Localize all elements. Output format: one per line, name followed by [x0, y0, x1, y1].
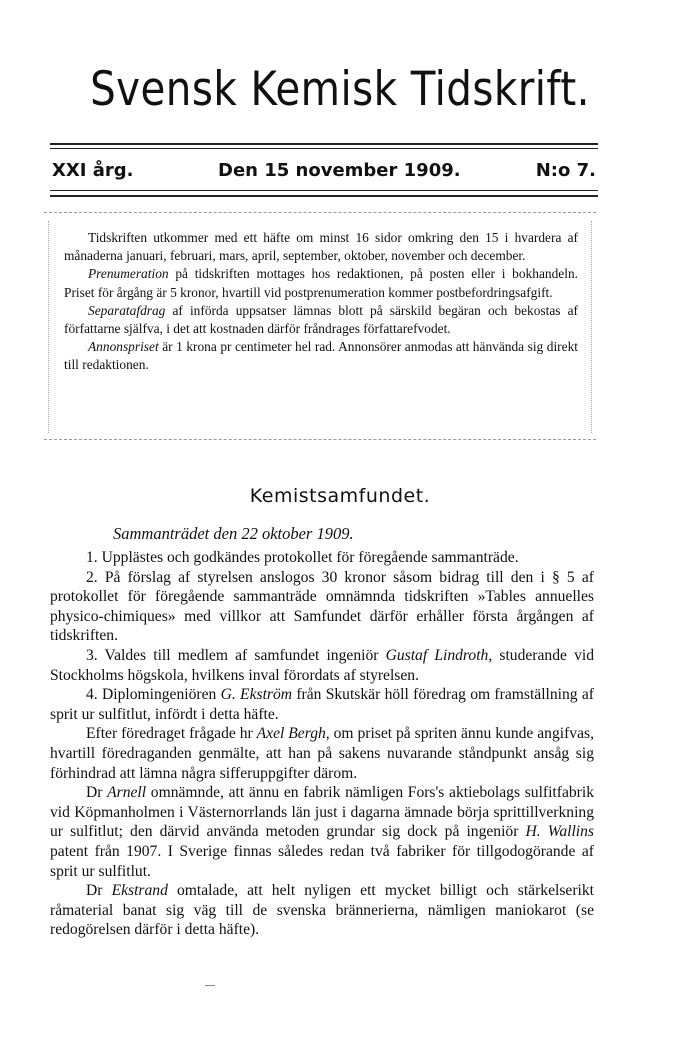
- header-rule-top: [50, 143, 598, 145]
- issue-date: Den 15 november 1909.: [218, 160, 461, 181]
- notice-paragraph-publication: Tidskriften utkommer med ett häfte om minst 16 sidor omkring den 15 i hvardera af månaderna januari, februari, mars, april, september, oktober, november och december.: [64, 230, 578, 264]
- minutes-item: 4. Diplomingeniören G. Ekström från Skutskär höll föredrag om framställning af sprit ur sulfitlut, infördt i detta häfte.: [50, 686, 594, 723]
- notice-paragraph-subscription: Prenumeration på tidskriften mottages hos redaktionen, på posten eller i bokhandeln. Priset för årgång är 5 kronor, hvartill vid postprenumeration kommer postbefordringsafgift.: [64, 266, 578, 300]
- print-speck: [205, 985, 215, 986]
- minutes-item: 3. Valdes till medlem af samfundet ingeniör Gustaf Lindroth, studerande vid Stockholms högskola, hvilkens inval förordats af styrelsen.: [50, 646, 595, 684]
- subscription-notice: [44, 212, 596, 440]
- header-rule-top-thin: [50, 148, 598, 149]
- notice-paragraph-offprints: Separatafdrag af införda uppsatser lämnas blott på särskild begäran och bekostas af författarne själfva, i det att kostnaden därför fråndrages författarefvodet.: [64, 302, 578, 337]
- meeting-heading: Sammanträdet den 22 oktober 1909.: [113, 524, 354, 543]
- notice-paragraph-ads: Annonspriset är 1 krona pr centimeter hel rad. Annonsörer anmodas att hänvända sig direkt till redaktionen.: [64, 339, 578, 373]
- notice-text: [64, 229, 578, 375]
- masthead-title: Svensk Kemisk Tidskrift.: [90, 62, 590, 117]
- header-rule-bottom: [50, 190, 598, 191]
- minutes-item: Dr Ekstrand omtalade, att helt nyligen ett mycket billigt och stärkelserikt råmaterial banat sig väg till de svenska brännerierna, nämligen maniokarot (se redogörelsen därför i detta häfte).: [50, 882, 594, 939]
- issue-line: [50, 160, 598, 188]
- minutes-item: 2. På förslag af styrelsen anslogos 30 kronor såsom bidrag till den i § 5 af protokollet för föregående sammanträde omnämnda tidskriften »Tables annuelles physico-chimiques» med villkor att Samfundet därför erhåller första årgången af tidskriften.: [50, 568, 594, 645]
- minutes-item: Dr Arnell omnämnde, att ännu en fabrik nämligen Fors's aktiebolags sulfitfabrik vid Köpmanholmen i Västernorrlands län just i dagarna ämnade börja sprittillverkning ur sulfitlut; den därvid använda metoden grundar sig dock på ingeniör H. Wallins patent från 1907. I Sverige finnas således redan två fabriker för tillgodogörande af sprit ur sulfitlut.: [50, 784, 594, 880]
- minutes-item: Efter föredraget frågade hr Axel Bergh, om priset på spriten ännu kunde angifvas, hvartill föredraganden genmälte, att han på sakens nuvarande ståndpunkt ansåg sig förhindrad att lämna några sifferuppgifter därom.: [50, 725, 594, 782]
- article-title: Kemistsamfundet.: [249, 485, 431, 507]
- header-rule-bottom-thick: [50, 195, 598, 197]
- notice-border-right: [591, 221, 592, 433]
- article-body: [50, 548, 594, 940]
- notice-border-left: [48, 221, 49, 433]
- issue-volume: XXI årg.: [52, 160, 134, 181]
- minutes-item: 1. Upplästes och godkändes protokollet för föregående sammanträde.: [86, 549, 519, 566]
- issue-number: N:o 7.: [535, 160, 596, 181]
